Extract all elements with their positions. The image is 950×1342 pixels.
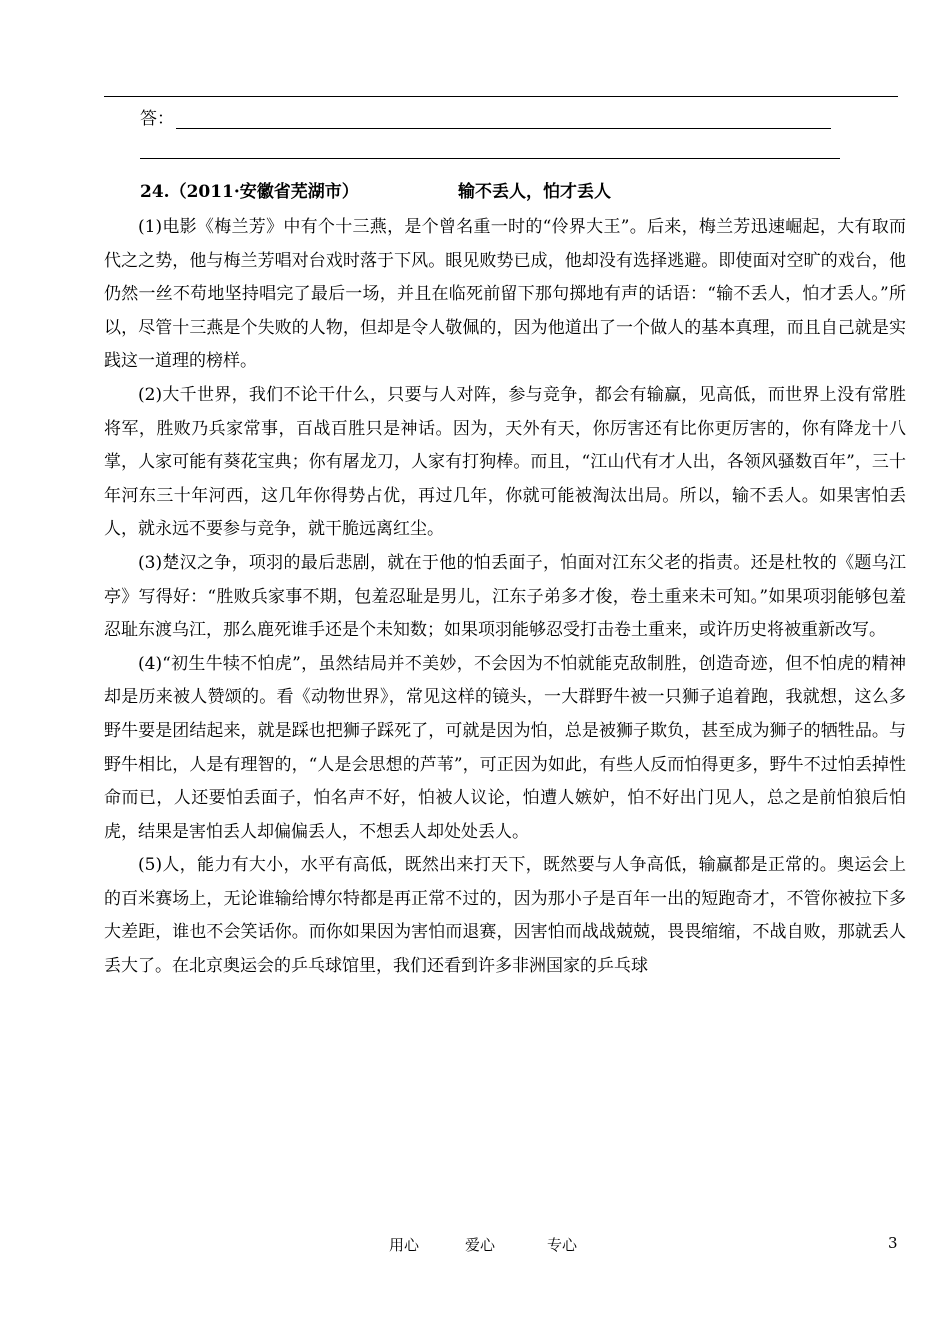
footer-motto-3: 专心 bbox=[547, 1236, 578, 1254]
paragraph-1: (1)电影《梅兰芳》中有个十三燕，是个曾名重一时的“伶界大王”。后来，梅兰芳迅速崛起，大有取而代之之势，他与梅兰芳唱对台戏时落于下风。眼见败势已成，他却没有选择逃避。即使面对空旷的戏台，他仍然一丝不苟地坚持唱完了最后一场，并且在临死前留下那句掷地有声的话语：“输不丢人，怕才丢人。”所以，尽管十三燕是个失败的人物，但却是令人敬佩的，因为他道出了一个做人的基本真理，而且自己就是实践这一道理的榜样。 bbox=[104, 217, 906, 372]
footer-motto-2: 爱心 bbox=[465, 1236, 496, 1254]
answer-field bbox=[140, 104, 840, 129]
answer-label: 答： bbox=[140, 109, 174, 129]
article-body bbox=[104, 211, 906, 984]
paragraph-2: (2)大千世界，我们不论干什么，只要与人对阵，参与竞争，都会有输赢，见高低，而世界上没有常胜将军，胜败乃兵家常事，百战百胜只是神话。因为，天外有天，你厉害还有比你更厉害的，你有降龙十八掌，人家可能有葵花宝典；你有屠龙刀，人家有打狗棒。而且，“江山代有才人出，各领风骚数百年”，三十年河东三十年河西，这几年你得势占优，再过几年，你就可能被淘汰出局。所以，输不丢人。如果害怕丢人，就永远不要参与竞争，就干脆远离红尘。 bbox=[104, 384, 906, 540]
paragraph-5: (5)人，能力有大小，水平有高低，既然出来打天下，既然要与人争高低，输赢都是正常的。奥运会上的百米赛场上，无论谁输给博尔特都是再正常不过的，因为那小子是百年一出的短跑奇才，不管你被拉下多大差距，谁也不会笑话你。而你如果因为害怕而退赛，因害怕而战战兢兢，畏畏缩缩，不战自败，那就丢人丢大了。在北京奥运会的乒乓球馆里，我们还看到许多非洲国家的乒乓球 bbox=[104, 855, 906, 977]
answer-blank-line-1 bbox=[176, 112, 831, 129]
top-divider bbox=[104, 96, 898, 97]
answer-blank-line-2 bbox=[140, 158, 840, 159]
question-heading: 24.（2011·安徽省芜湖市） bbox=[140, 182, 359, 202]
paragraph-4: (4)“初生牛犊不怕虎”，虽然结局并不美妙，不会因为不怕就能克敌制胜，创造奇迹，但不怕虎的精神却是历来被人赞颂的。看《动物世界》，常见这样的镜头，一大群野牛被一只狮子追着跑，我就想，这么多野牛要是团结起来，就是踩也把狮子踩死了，可就是因为怕，总是被狮子欺负，甚至成为狮子的牺牲品。与野牛相比，人是有理智的，“人是会思想的芦苇”，可正因为如此，有些人反而怕得更多，野牛不过怕丢掉性命而已，人还要怕丢面子，怕名声不好，怕被人议论，怕遭人嫉妒，怕不好出门见人，总之是前怕狼后怕虎，结果是害怕丢人却偏偏丢人，不想丢人却处处丢人。 bbox=[104, 653, 906, 842]
footer-motto-1: 用心 bbox=[389, 1236, 420, 1254]
paragraph-3: (3)楚汉之争，项羽的最后悲剧，就在于他的怕丢面子，怕面对江东父老的指责。还是杜牧的《题乌江亭》写得好：“胜败兵家事不期，包羞忍耻是男儿，江东子弟多才俊，卷土重来未可知。”如果项羽能够包羞忍耻东渡乌江，那么鹿死谁手还是个未知数；如果项羽能够忍受打击卷土重来，或许历史将被重新改写。 bbox=[104, 552, 906, 641]
page-number: 3 bbox=[888, 1234, 898, 1252]
article-title: 输不丢人，怕才丢人 bbox=[458, 182, 611, 202]
